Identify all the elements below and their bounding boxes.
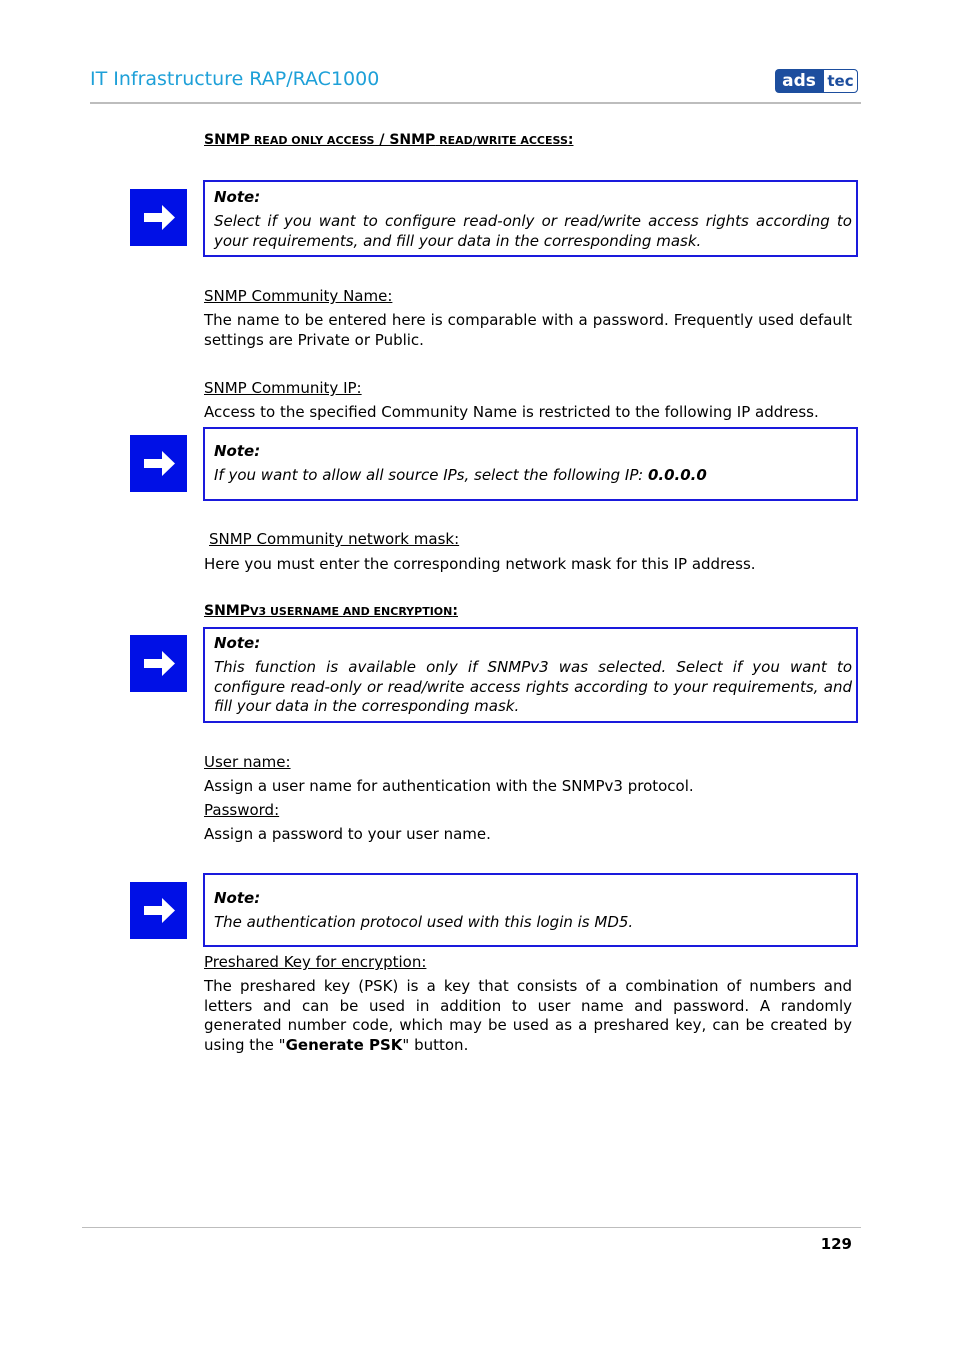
page-number: 129 (820, 1235, 852, 1253)
note-label: Note: (214, 889, 261, 907)
section-heading-snmpv3 (204, 603, 458, 619)
paragraph-preshared-key: The preshared key (PSK) is a key that consists of a combination of numbers and letters and can be used in addition to user name and password. A randomly generated number code, which may be used as a preshared key, can be created by using the "Generate PSK" button. (204, 977, 852, 1054)
note-text: The authentication protocol used with this login is MD5. (214, 913, 634, 931)
header-divider (90, 102, 861, 104)
section-heading-snmp-access (204, 132, 573, 148)
subheading-user-name: User name: (204, 753, 291, 771)
heading-part: : (567, 132, 574, 148)
note-label: Note: (214, 188, 261, 206)
paragraph-community-name: The name to be entered here is comparable with a password. Frequently used default settings are Private or Public. (204, 311, 852, 349)
footer-divider (82, 1227, 861, 1228)
arrow-right-icon (130, 435, 187, 492)
heading-part: SNMP (204, 603, 250, 619)
note-box-source-ip (203, 427, 858, 501)
paragraph-user-name: Assign a user name for authentication with the SNMPv3 protocol. (204, 777, 694, 795)
ads-tec-logo (775, 69, 858, 93)
heading-part: V3 USERNAME AND ENCRYPTION (250, 605, 453, 618)
note-box-snmpv3 (203, 627, 858, 723)
paragraph-network-mask: Here you must enter the corresponding network mask for this IP address. (204, 555, 756, 573)
subheading-community-ip: SNMP Community IP: (204, 379, 362, 397)
generate-psk-label: Generate PSK (285, 1035, 403, 1054)
note-box-access-rights (203, 180, 858, 257)
arrow-right-icon (130, 882, 187, 939)
heading-part: / SNMP (374, 132, 436, 148)
heading-part: SNMP (204, 132, 250, 148)
note-label: Note: (214, 442, 261, 460)
document-title: IT Infrastructure RAP/RAC1000 (90, 68, 380, 90)
note-text: If you want to allow all source IPs, select the following IP: 0.0.0.0 (214, 466, 707, 484)
logo-part-ads: ads (775, 69, 823, 93)
arrow-right-icon (130, 635, 187, 692)
paragraph-password: Assign a password to your user name. (204, 825, 491, 843)
subheading-password: Password: (204, 801, 280, 819)
heading-part: READ/WRITE ACCESS (435, 134, 568, 147)
note-text: This function is available only if SNMPv3 was selected. Select if you want to configure read-only or read/write access rights according to your requirements, and fill your data in the corresponding mask. (214, 658, 852, 715)
arrow-right-icon (130, 189, 187, 246)
heading-part: READ ONLY ACCESS (250, 134, 375, 147)
note-box-md5 (203, 873, 858, 947)
subheading-network-mask: SNMP Community network mask: (209, 530, 460, 548)
note-text: Select if you want to configure read-only or read/write access rights according to your requirements, and fill your data in the corresponding mask. (214, 212, 852, 250)
subheading-preshared-key: Preshared Key for encryption: (204, 953, 427, 971)
paragraph-community-ip: Access to the specified Community Name is restricted to the following IP address. (204, 403, 819, 421)
logo-part-tec: tec (823, 69, 858, 93)
ip-value: 0.0.0.0 (647, 466, 707, 484)
heading-part: : (452, 603, 458, 619)
note-label: Note: (214, 634, 261, 652)
subheading-community-name: SNMP Community Name: (204, 287, 393, 305)
